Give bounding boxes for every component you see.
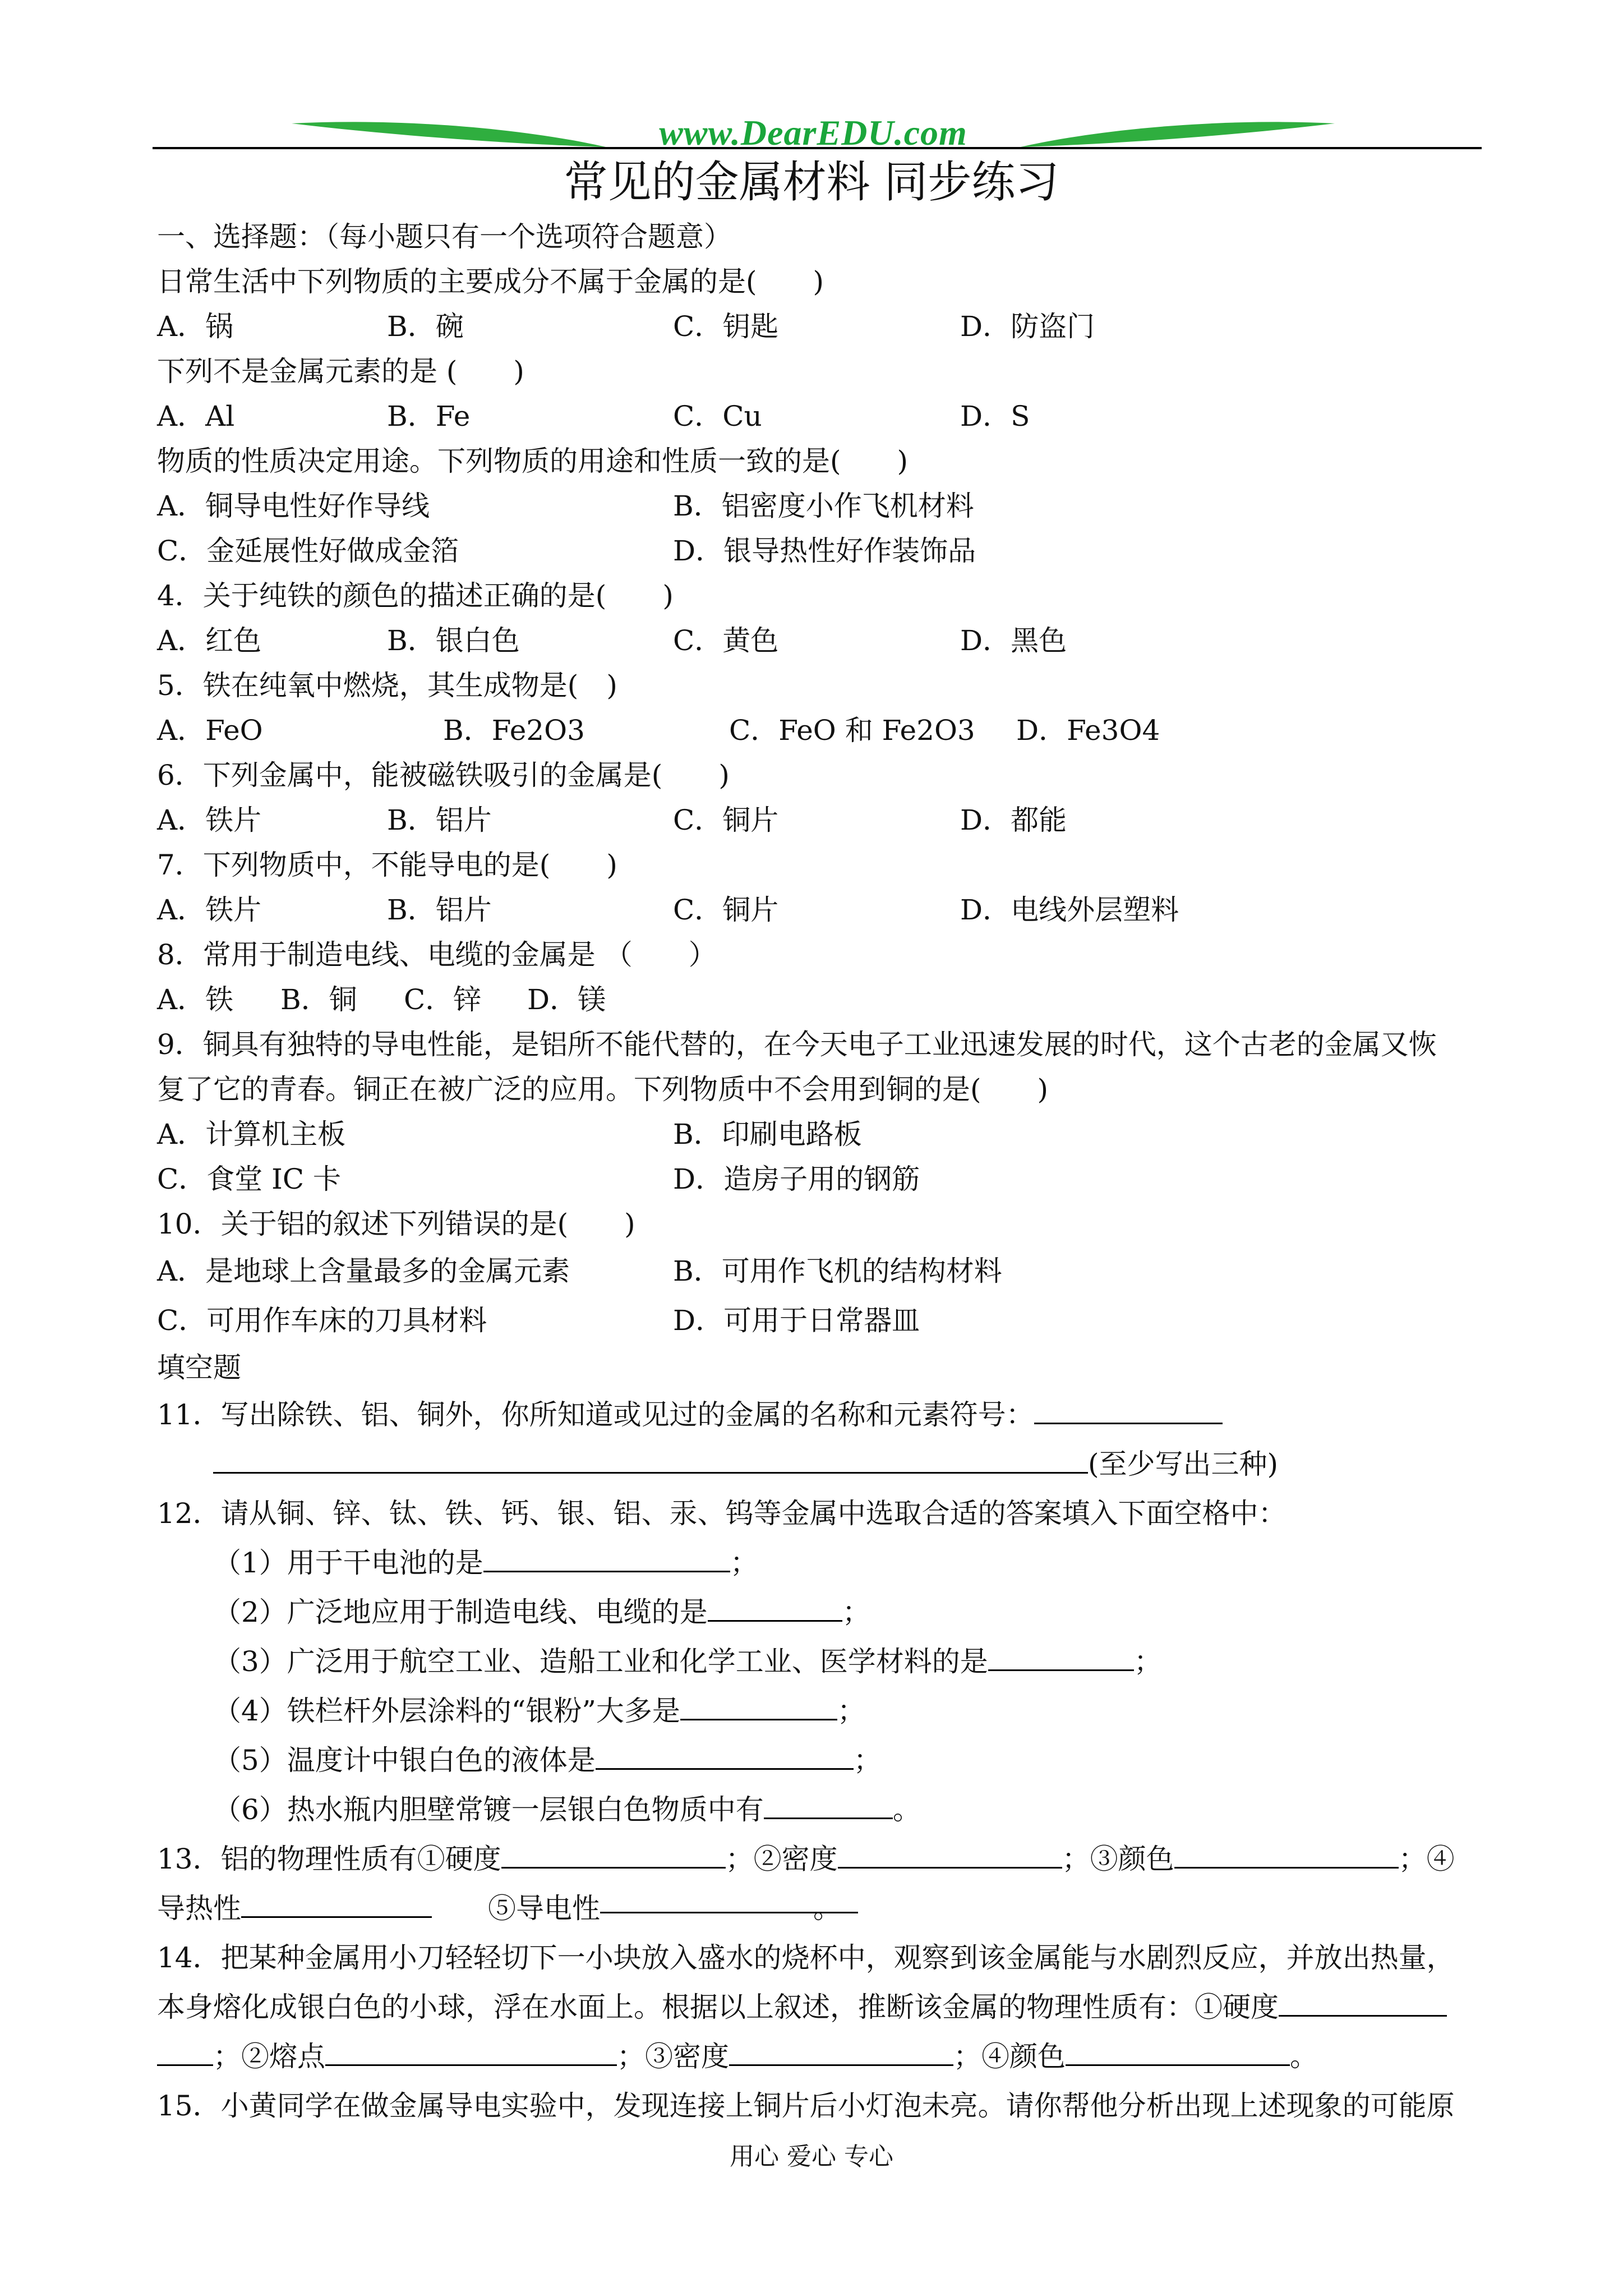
- q12-item-6-punct: 。: [892, 1793, 921, 1826]
- q6-option-c: C．铜片: [673, 804, 779, 836]
- q8-options: [157, 977, 1481, 1022]
- q12-item-1-punct: ；: [730, 1547, 758, 1579]
- q5-options: [157, 708, 1481, 753]
- q1-options: [157, 304, 1481, 349]
- q13-color-blank[interactable]: [1174, 1839, 1399, 1869]
- q2-option-d: D．S: [960, 400, 1030, 432]
- q2-option-c: C．Cu: [673, 400, 762, 432]
- q12-item-6-blank[interactable]: [764, 1789, 893, 1819]
- q10-option-c: C．可用作车床的刀具材料: [157, 1304, 487, 1337]
- q13-text-f: ⑤导电性: [488, 1892, 600, 1925]
- q10-options-row1: [157, 1246, 1481, 1296]
- q6-options: [157, 798, 1481, 843]
- q13-text-b: ；②密度: [725, 1843, 838, 1875]
- q13-text-a: 13．铝的物理性质有①硬度: [157, 1843, 501, 1875]
- q12-item-1-blank[interactable]: [483, 1543, 730, 1572]
- q6-stem: 6．下列金属中，能被磁铁吸引的金属是( ): [157, 759, 730, 792]
- q11-answer-row: [157, 1439, 1481, 1489]
- q5-stem: 5．铁在纯氧中燃烧，其生成物是( ): [157, 669, 617, 702]
- q12-item-3: [157, 1637, 1481, 1686]
- section-heading-fill: 填空题: [157, 1351, 241, 1384]
- q13-electrical-blank[interactable]: [600, 1884, 858, 1925]
- q14-text-b: ；③密度: [617, 2040, 729, 2073]
- q14-line2: [157, 1982, 1481, 2032]
- page-title: 常见的金属材料 同步练习: [564, 157, 1059, 208]
- q13-text-g: 。: [813, 1892, 841, 1925]
- q10-options-row2: [157, 1296, 1481, 1345]
- q12-item-1-text: （1）用于干电池的是: [213, 1547, 483, 1579]
- q14-line3: [157, 2032, 1481, 2081]
- q6-option-d: D．都能: [960, 804, 1067, 836]
- q4-option-a: A．红色: [157, 624, 262, 657]
- q13-text-d: ；④: [1398, 1843, 1455, 1875]
- q12-item-6-text: （6）热水瓶内胆壁常镀一层银白色物质中有: [213, 1793, 764, 1826]
- q11-stem: 11．写出除铁、铝、铜外，你所知道或见过的金属的名称和元素符号：: [157, 1398, 1034, 1431]
- q12-item-2: [157, 1588, 1481, 1637]
- q10-option-a: A．是地球上含量最多的金属元素: [157, 1255, 570, 1287]
- q3-option-d: D．银导热性好作装饰品: [673, 535, 976, 567]
- q13-text-c: ；③颜色: [1062, 1843, 1174, 1875]
- q12-item-5-text: （5）温度计中银白色的液体是: [213, 1744, 596, 1777]
- q3-stem: 物质的性质决定用途。下列物质的用途和性质一致的是( ): [157, 445, 909, 477]
- q14-color-blank[interactable]: [1066, 2036, 1290, 2066]
- q5-option-c: C．FeO 和 Fe2O3: [729, 714, 975, 747]
- q9-stem-line2: 复了它的青春。铜正在被广泛的应用。下列物质中不会用到铜的是( ): [157, 1073, 1049, 1106]
- q12-item-3-text: （3）广泛用于航空工业、造船工业和化学工业、医学材料的是: [213, 1645, 988, 1678]
- q8-stem: 8．常用于制造电线、电缆的金属是 （ ）: [157, 938, 717, 971]
- q9-option-c: C．食堂 IC 卡: [157, 1163, 342, 1195]
- q6-option-b: B．铝片: [387, 804, 492, 836]
- q12-item-5-punct: ；: [853, 1744, 882, 1777]
- q13-line1: [157, 1834, 1481, 1884]
- q12-item-4-punct: ；: [837, 1695, 865, 1727]
- q12-item-2-punct: ；: [842, 1596, 870, 1628]
- q5-option-a: A．FeO: [157, 714, 263, 747]
- q10-option-d: D．可用于日常器皿: [673, 1304, 920, 1337]
- q9-options-row2: [157, 1157, 1481, 1202]
- q4-options: [157, 618, 1481, 663]
- q12-item-5-blank[interactable]: [596, 1740, 854, 1770]
- q8-option-a: A．铁: [157, 983, 234, 1016]
- q12-item-4: [157, 1686, 1481, 1736]
- q14-line1: 14．把某种金属用小刀轻轻切下一小块放入盛水的烧杯中，观察到该金属能与水剧烈反应，并放出热量，: [157, 1941, 1455, 1974]
- q14-hardness-blank-1[interactable]: [1279, 1987, 1447, 2017]
- q9-options-row1: [157, 1112, 1481, 1157]
- q14-text-c: ；④颜色: [953, 2040, 1066, 2073]
- q14-text-line2: 本身熔化成银白色的小球，浮在水面上。根据以上叙述，推断该金属的物理性质有：①硬度: [157, 1991, 1279, 2023]
- q3-options-row2: [157, 528, 1481, 573]
- q13-text-e: 导热性: [157, 1892, 241, 1925]
- q9-option-d: D．造房子用的钢筋: [673, 1163, 920, 1195]
- q1-option-a: A．锅: [157, 310, 234, 343]
- q3-options-row1: [157, 484, 1481, 528]
- q12-item-4-text: （4）铁栏杆外层涂料的“银粉”大多是: [213, 1695, 680, 1727]
- q15-line1: 15．小黄同学在做金属导电实验中，发现连接上铜片后小灯泡未亮。请你帮他分析出现上述现象的可能原: [157, 2090, 1455, 2122]
- q8-option-d: D．镁: [527, 983, 606, 1016]
- q2-stem: 下列不是金属元素的是 ( ): [157, 355, 524, 388]
- q11-answer-blank-1[interactable]: [1034, 1395, 1223, 1424]
- page-footer: 用心 爱心 专心: [730, 2142, 893, 2171]
- header-rule: [153, 147, 1482, 149]
- q12-item-1: [157, 1538, 1481, 1588]
- q2-option-b: B．Fe: [387, 400, 471, 432]
- q12-item-2-text: （2）广泛地应用于制造电线、电缆的是: [213, 1596, 708, 1628]
- q12-item-3-punct: ；: [1133, 1645, 1162, 1678]
- q4-option-b: B．银白色: [387, 624, 520, 657]
- q1-stem: 日常生活中下列物质的主要成分不属于金属的是( ): [157, 265, 824, 298]
- q11-answer-blank-2[interactable]: [213, 1444, 1088, 1474]
- q7-option-b: B．铝片: [387, 894, 492, 926]
- q8-option-b: B．铜: [280, 983, 357, 1016]
- q12-item-5: [157, 1736, 1481, 1785]
- q5-option-d: D．Fe3O4: [1016, 714, 1160, 747]
- q11-tail: (至少写出三种): [1088, 1448, 1279, 1480]
- q14-density-blank[interactable]: [729, 2036, 953, 2066]
- q1-option-c: C．钥匙: [673, 310, 779, 343]
- q3-option-b: B．铝密度小作飞机材料: [673, 490, 974, 522]
- q13-density-blank[interactable]: [838, 1839, 1062, 1869]
- q5-option-b: B．Fe2O3: [443, 714, 585, 747]
- q11-stem-row: [157, 1390, 1481, 1439]
- q9-option-b: B．印刷电路板: [673, 1118, 862, 1151]
- q6-option-a: A．铁片: [157, 804, 262, 836]
- q12-item-4-blank[interactable]: [680, 1691, 837, 1720]
- q12-item-6: [157, 1785, 1481, 1834]
- q9-stem-line1: 9．铜具有独特的导电性能，是铝所不能代替的，在今天电子工业迅速发展的时代，这个古老的金属又恢: [157, 1028, 1437, 1061]
- section-heading-choice: 一、选择题：（每小题只有一个选项符合题意）: [157, 220, 732, 253]
- q4-stem: 4．关于纯铁的颜色的描述正确的是( ): [157, 579, 674, 612]
- q7-option-c: C．铜片: [673, 894, 779, 926]
- q8-option-c: C．锌: [404, 983, 482, 1016]
- q7-options: [157, 887, 1481, 932]
- site-logo-text: www.DearEDU.com: [659, 113, 967, 153]
- q14-text-a: ；②熔点: [213, 2040, 325, 2073]
- q14-melting-blank[interactable]: [325, 2036, 617, 2066]
- q2-options: [157, 394, 1481, 439]
- q2-option-a: A．Al: [157, 400, 235, 432]
- q12-stem: 12．请从铜、锌、钛、铁、钙、银、铝、汞、钨等金属中选取合适的答案填入下面空格中：: [157, 1497, 1287, 1530]
- q4-option-d: D．黑色: [960, 624, 1067, 657]
- q13-thermal-blank[interactable]: [241, 1888, 432, 1918]
- q7-option-d: D．电线外层塑料: [960, 894, 1179, 926]
- q3-option-c: C．金延展性好做成金箔: [157, 535, 459, 567]
- q12-item-3-blank[interactable]: [988, 1641, 1134, 1671]
- q9-option-a: A．计算机主板: [157, 1118, 346, 1151]
- q13-hardness-blank[interactable]: [501, 1839, 726, 1869]
- q10-stem: 10．关于铝的叙述下列错误的是( ): [157, 1208, 635, 1240]
- q7-stem: 7．下列物质中，不能导电的是( ): [157, 849, 617, 881]
- q10-option-b: B．可用作飞机的结构材料: [673, 1255, 1002, 1287]
- q7-option-a: A．铁片: [157, 894, 262, 926]
- q4-option-c: C．黄色: [673, 624, 779, 657]
- worksheet-body: [157, 214, 1481, 2131]
- q13-line2: [157, 1884, 1481, 1933]
- q1-option-b: B．碗: [387, 310, 464, 343]
- q3-option-a: A．铜导电性好作导线: [157, 490, 430, 522]
- q12-item-2-blank[interactable]: [708, 1592, 842, 1622]
- q14-hardness-blank-2[interactable]: [157, 2036, 213, 2066]
- q14-text-d: 。: [1290, 2040, 1318, 2073]
- q1-option-d: D．防盗门: [960, 310, 1095, 343]
